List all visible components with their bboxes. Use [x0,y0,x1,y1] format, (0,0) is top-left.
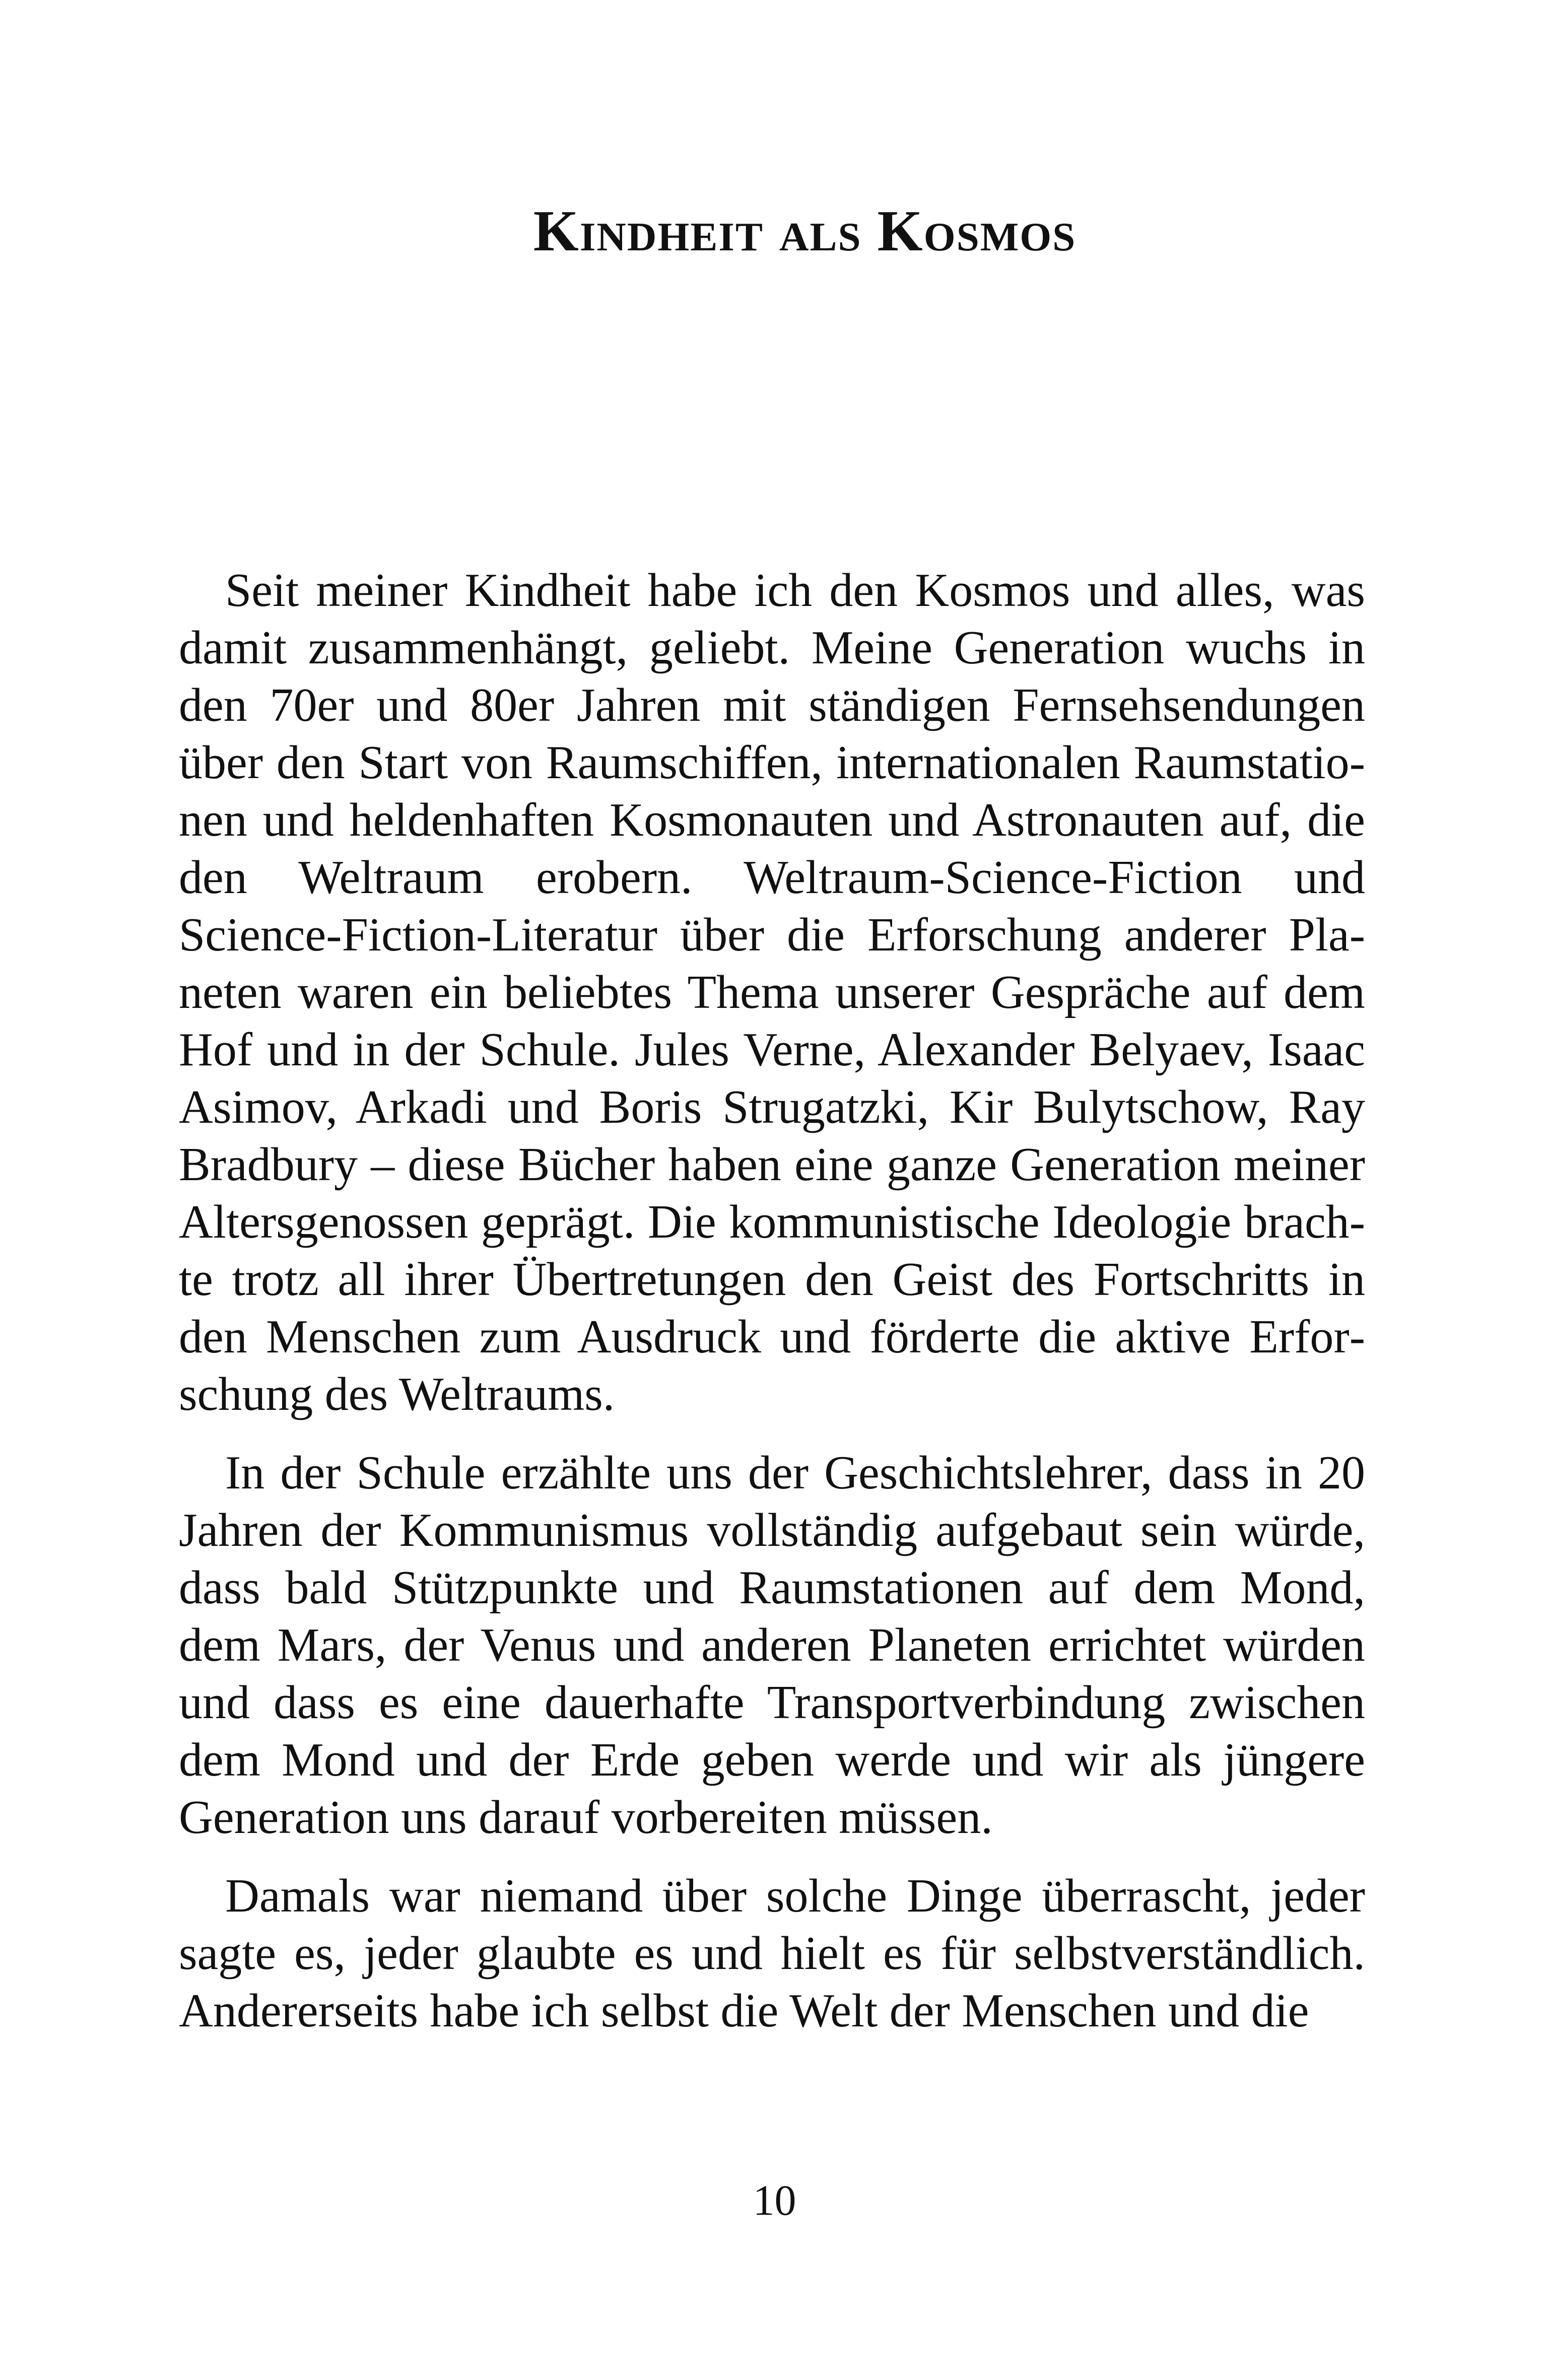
body-text [179,562,1365,2061]
chapter-title: Kindheit als Kosmos [533,199,1076,263]
paragraph-3: Damals war niemand über solche Dinge überrascht, jeder sagte es, jeder glaubte es und hielt es für selbstverständlich. Andererseits habe ich selbst die Welt der Menschen und die [179,1870,1365,2037]
paragraph-1: Seit meiner Kindheit habe ich den Kosmos und alles, was damit zusammenhängt, geliebt. Meine Generation wuchs in den 70er und 80er Jahren mit ständigen Fernsehsendungen über den Start von Raumschiffen, internationalen Raumstationen und heldenhaften Kosmonauten und Astronauten auf, die den Weltraum erobern. Weltraum-Science-Fiction und Science-Fiction-Literatur über die Erforschung anderer Planeten waren ein beliebtes Thema unserer Gespräche auf dem Hof und in der Schule. Jules Verne, Alexander Belyaev, Isaac Asimov, Arkadi und Boris Strugatzki, Kir Bulytschow, Ray Bradbury – diese Bücher haben eine ganze Generation meiner Altersgenossen geprägt. Die kommunistische Ideologie brachte trotz all ihrer Übertretungen den Geist des Fortschritts in den Menschen zum Ausdruck und förderte die aktive Erforschung des Weltraums. [179,564,1365,1420]
page-number: 10 [753,2176,796,2224]
paragraph-2: In der Schule erzählte uns der Geschichtslehrer, dass in 20 Jahren der Kommunismus vollständig aufgebaut sein würde, dass bald Stützpunkte und Raumstationen auf dem Mond, dem Mars, der Venus und anderen Planeten errichtet würden und dass es eine dauerhafte Transportverbindung zwischen dem Mond und der Erde geben werde und wir als jüngere Generation uns darauf vorbereiten müssen. [179,1447,1365,1844]
